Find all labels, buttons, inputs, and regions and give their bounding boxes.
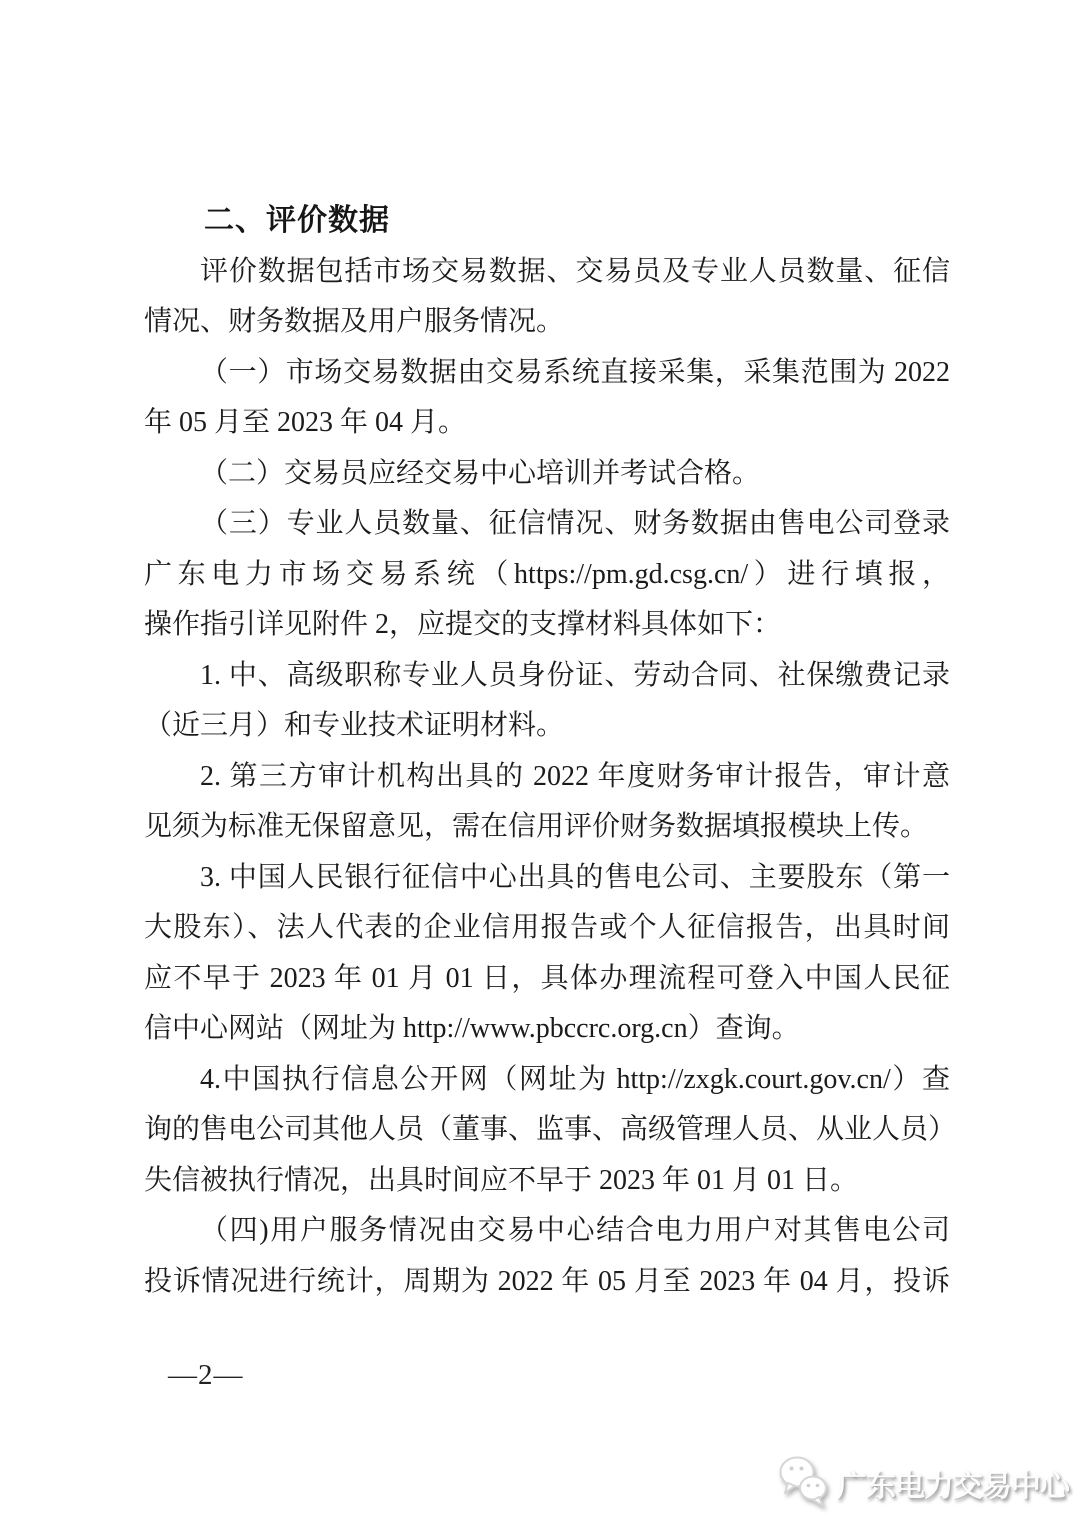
text-line: 3. 中国人民银行征信中心出具的售电公司、主要股东（第一 [200, 861, 950, 893]
text-line: 见须为标准无保留意见，需在信用评价财务数据填报模块上传。 [144, 811, 929, 842]
wechat-icon [778, 1455, 828, 1511]
text-line: 2. 第三方审计机构出具的 2022 年度财务审计报告，审计意 [200, 760, 950, 792]
text-line: 失信被执行情况，出具时间应不早于 2023 年 01 月 01 日。 [144, 1164, 859, 1196]
text-line: （二）交易员应经交易中心培训并考试合格。 [200, 457, 761, 489]
text-line: 操作指引详见附件 2，应提交的支撑材料具体如下： [144, 609, 782, 640]
text-line: 大股东）、法人代表的企业信用报告或个人征信报告，出具时间 [144, 912, 950, 943]
text-line: （三）专业人员数量、征信情况、财务数据由售电公司登录 [200, 508, 950, 539]
paragraphs-container [144, 247, 957, 1308]
text-line: （四)用户服务情况由交易中心结合电力用户对其售电公司 [200, 1215, 950, 1246]
text-line: 信中心网站（网址为 http://www.pbccrc.org.cn）查询。 [144, 1013, 800, 1044]
document-body [144, 196, 957, 1307]
text-line: 4.中国执行信息公开网（网址为 http://zxgk.court.gov.cn/）查 [200, 1063, 950, 1095]
section-heading: 二、评价数据 [204, 204, 390, 237]
page-number: —2— [168, 1359, 244, 1391]
footer-logo-text: 广东电力交易中心 [837, 1470, 1069, 1503]
text-line: 情况、财务数据及用户服务情况。 [144, 306, 565, 337]
text-line: 询的售电公司其他人员（董事、监事、高级管理人员、从业人员） [144, 1114, 957, 1145]
footer-watermark [778, 1450, 1069, 1516]
text-line: 投诉情况进行统计，周期为 2022 年 05 月至 2023 年 04 月，投诉 [144, 1265, 950, 1297]
text-line: 1. 中、高级职称专业人员身份证、劳动合同、社保缴费记录 [200, 659, 950, 691]
text-line: 广东电力市场交易系统（https://pm.gd.csg.cn/）进行填报， [144, 558, 950, 590]
text-line: 评价数据包括市场交易数据、交易员及专业人员数量、征信 [200, 255, 950, 287]
text-line: （一）市场交易数据由交易系统直接采集，采集范围为 2022 [200, 356, 950, 388]
text-line: 应不早于 2023 年 01 月 01 日，具体办理流程可登入中国人民征 [144, 962, 950, 994]
text-line: （近三月）和专业技术证明材料。 [144, 710, 565, 741]
text-line: 年 05 月至 2023 年 04 月。 [144, 407, 467, 438]
